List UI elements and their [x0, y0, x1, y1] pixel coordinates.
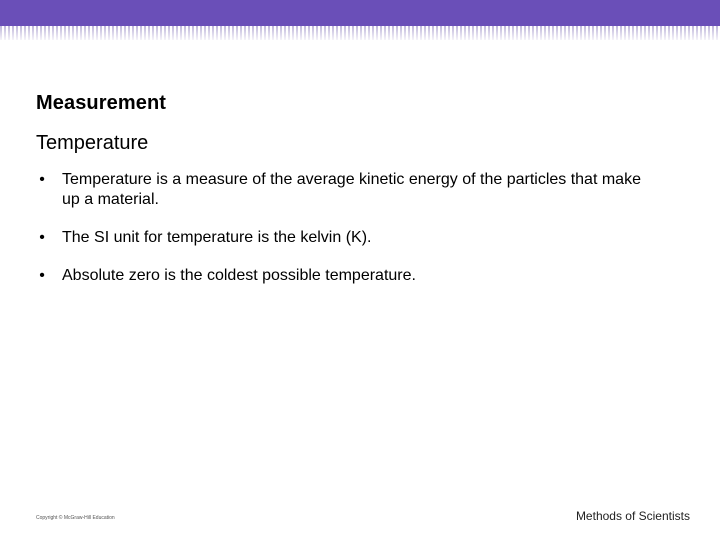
bullet-item: [36, 266, 656, 286]
bullet-item: [36, 170, 656, 210]
bullet-marker: •: [39, 229, 45, 246]
bullet-marker: •: [39, 171, 45, 188]
slide-title: Measurement: [36, 92, 167, 114]
dotted-pattern-strip: [0, 26, 720, 40]
slide-subtitle: Temperature: [36, 132, 149, 154]
bullet-text: Absolute zero is the coldest possible temperature.: [62, 267, 416, 284]
bullet-item: [36, 228, 656, 248]
bullet-list: [36, 170, 656, 304]
bullet-text: The SI unit for temperature is the kelvin (K).: [62, 229, 372, 246]
copyright-notice: Copyright © McGraw-Hill Education: [36, 515, 115, 521]
section-footer: Methods of Scientists: [575, 509, 690, 523]
header-band: [0, 0, 720, 26]
bullet-text: Temperature is a measure of the average kinetic energy of the particles that make up a material.: [62, 171, 641, 208]
bullet-marker: •: [39, 267, 45, 284]
